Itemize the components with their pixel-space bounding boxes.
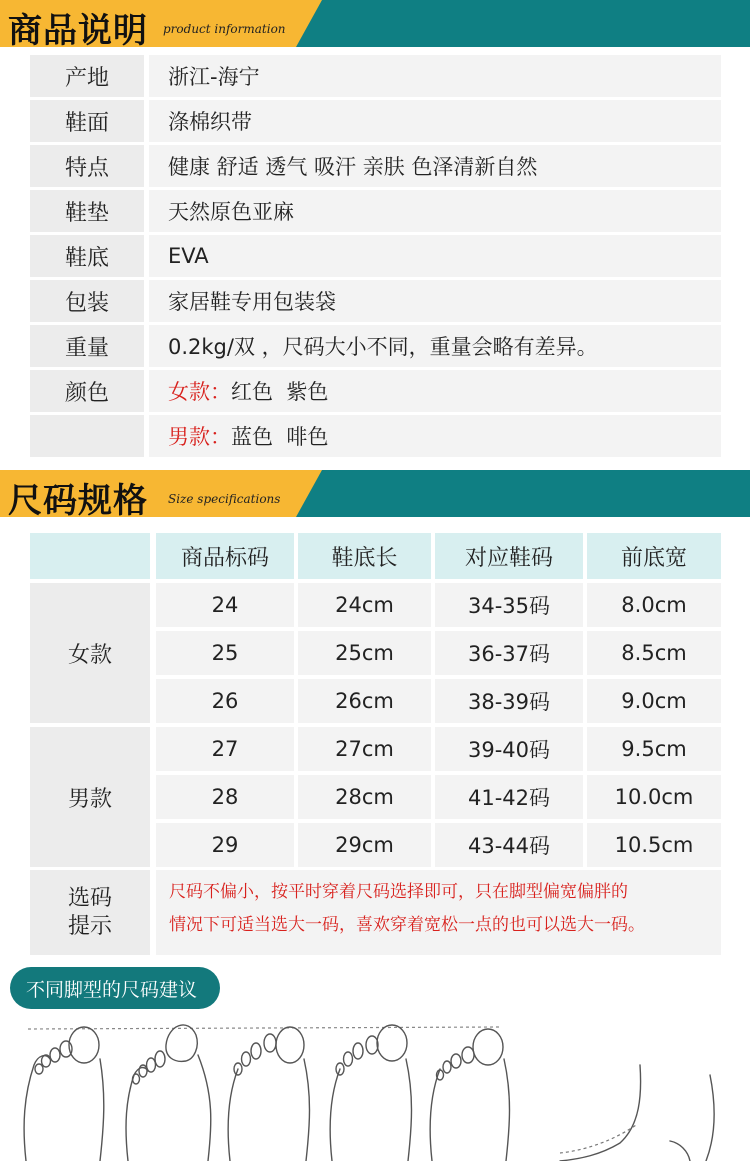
info-label: 鞋底 [30, 235, 144, 277]
info-label: 包装 [30, 280, 144, 322]
info-row [30, 325, 721, 367]
size-cell: 25cm [298, 631, 431, 675]
size-cell: 38-39码 [435, 679, 583, 723]
section-subtitle: product information [163, 22, 286, 36]
group-label-women: 女款 [30, 583, 150, 723]
size-table-corner [30, 533, 150, 579]
size-tip-line1: 尺码不偏小，按平时穿着尺码选择即可，只在脚型偏宽偏胖的 [169, 882, 628, 902]
info-row [30, 55, 721, 97]
size-cell: 24cm [298, 583, 431, 627]
women-color-prefix: 女款： [168, 380, 231, 404]
size-tip-label [30, 870, 150, 955]
size-cell: 29cm [298, 823, 431, 867]
size-cell: 29 [156, 823, 294, 867]
info-label: 鞋垫 [30, 190, 144, 232]
size-cell: 9.0cm [587, 679, 721, 723]
info-row [30, 100, 721, 142]
size-tip-label-line1: 选码 [67, 885, 112, 911]
section-title: 尺码规格 [8, 481, 148, 521]
size-cell: 34-35码 [435, 583, 583, 627]
group-label-men: 男款 [30, 727, 150, 867]
men-color-prefix: 男款： [168, 425, 231, 449]
info-label: 重量 [30, 325, 144, 367]
foot-type-badge: 不同脚型的尺码建议 [10, 967, 220, 1009]
info-value: 浙江-海宁 [149, 55, 721, 97]
info-value: EVA [149, 235, 721, 277]
size-cell: 41-42码 [435, 775, 583, 819]
women-colors: 红色 紫色 [231, 380, 329, 404]
product-info-header [0, 0, 750, 51]
info-row [30, 280, 721, 322]
info-value: 天然原色亚麻 [149, 190, 721, 232]
size-table-header: 对应鞋码 [435, 533, 583, 579]
size-cell: 27cm [298, 727, 431, 771]
men-colors: 蓝色 啡色 [231, 425, 329, 449]
section-subtitle: Size specifications [168, 492, 281, 506]
info-value [149, 415, 721, 457]
info-row-color-men [30, 415, 721, 457]
info-row-color-women [30, 370, 721, 412]
size-tip-text [156, 870, 721, 955]
size-cell: 26 [156, 679, 294, 723]
info-value: 0.2kg/双 ，尺码大小不同，重量会略有差异。 [149, 325, 721, 367]
info-value: 涤棉织带 [149, 100, 721, 142]
info-value [149, 370, 721, 412]
size-table-header: 商品标码 [156, 533, 294, 579]
size-tip-line2: 情况下可适当选大一码，喜欢穿着宽松一点的也可以选大一码。 [169, 915, 645, 935]
info-label: 产地 [30, 55, 144, 97]
size-cell: 36-37码 [435, 631, 583, 675]
size-cell: 27 [156, 727, 294, 771]
size-tip-label-line2: 提示 [67, 913, 112, 939]
size-cell: 10.5cm [587, 823, 721, 867]
size-cell: 10.0cm [587, 775, 721, 819]
info-value: 家居鞋专用包装袋 [149, 280, 721, 322]
size-cell: 26cm [298, 679, 431, 723]
foot-outline-illustration [0, 1015, 750, 1161]
info-label: 鞋面 [30, 100, 144, 142]
size-cell: 25 [156, 631, 294, 675]
info-row [30, 235, 721, 277]
size-table-header: 鞋底长 [298, 533, 431, 579]
size-spec-header [0, 470, 750, 521]
size-cell: 39-40码 [435, 727, 583, 771]
info-row [30, 145, 721, 187]
size-cell: 28 [156, 775, 294, 819]
size-cell: 28cm [298, 775, 431, 819]
info-label: 特点 [30, 145, 144, 187]
size-cell: 43-44码 [435, 823, 583, 867]
size-cell: 9.5cm [587, 727, 721, 771]
info-row [30, 190, 721, 232]
size-cell: 8.5cm [587, 631, 721, 675]
info-value: 健康 舒适 透气 吸汗 亲肤 色泽清新自然 [149, 145, 721, 187]
size-table-header: 前底宽 [587, 533, 721, 579]
color-label: 颜色 [30, 370, 144, 412]
size-cell: 24 [156, 583, 294, 627]
color-label-empty [30, 415, 144, 457]
section-title: 商品说明 [8, 11, 148, 51]
size-cell: 8.0cm [587, 583, 721, 627]
